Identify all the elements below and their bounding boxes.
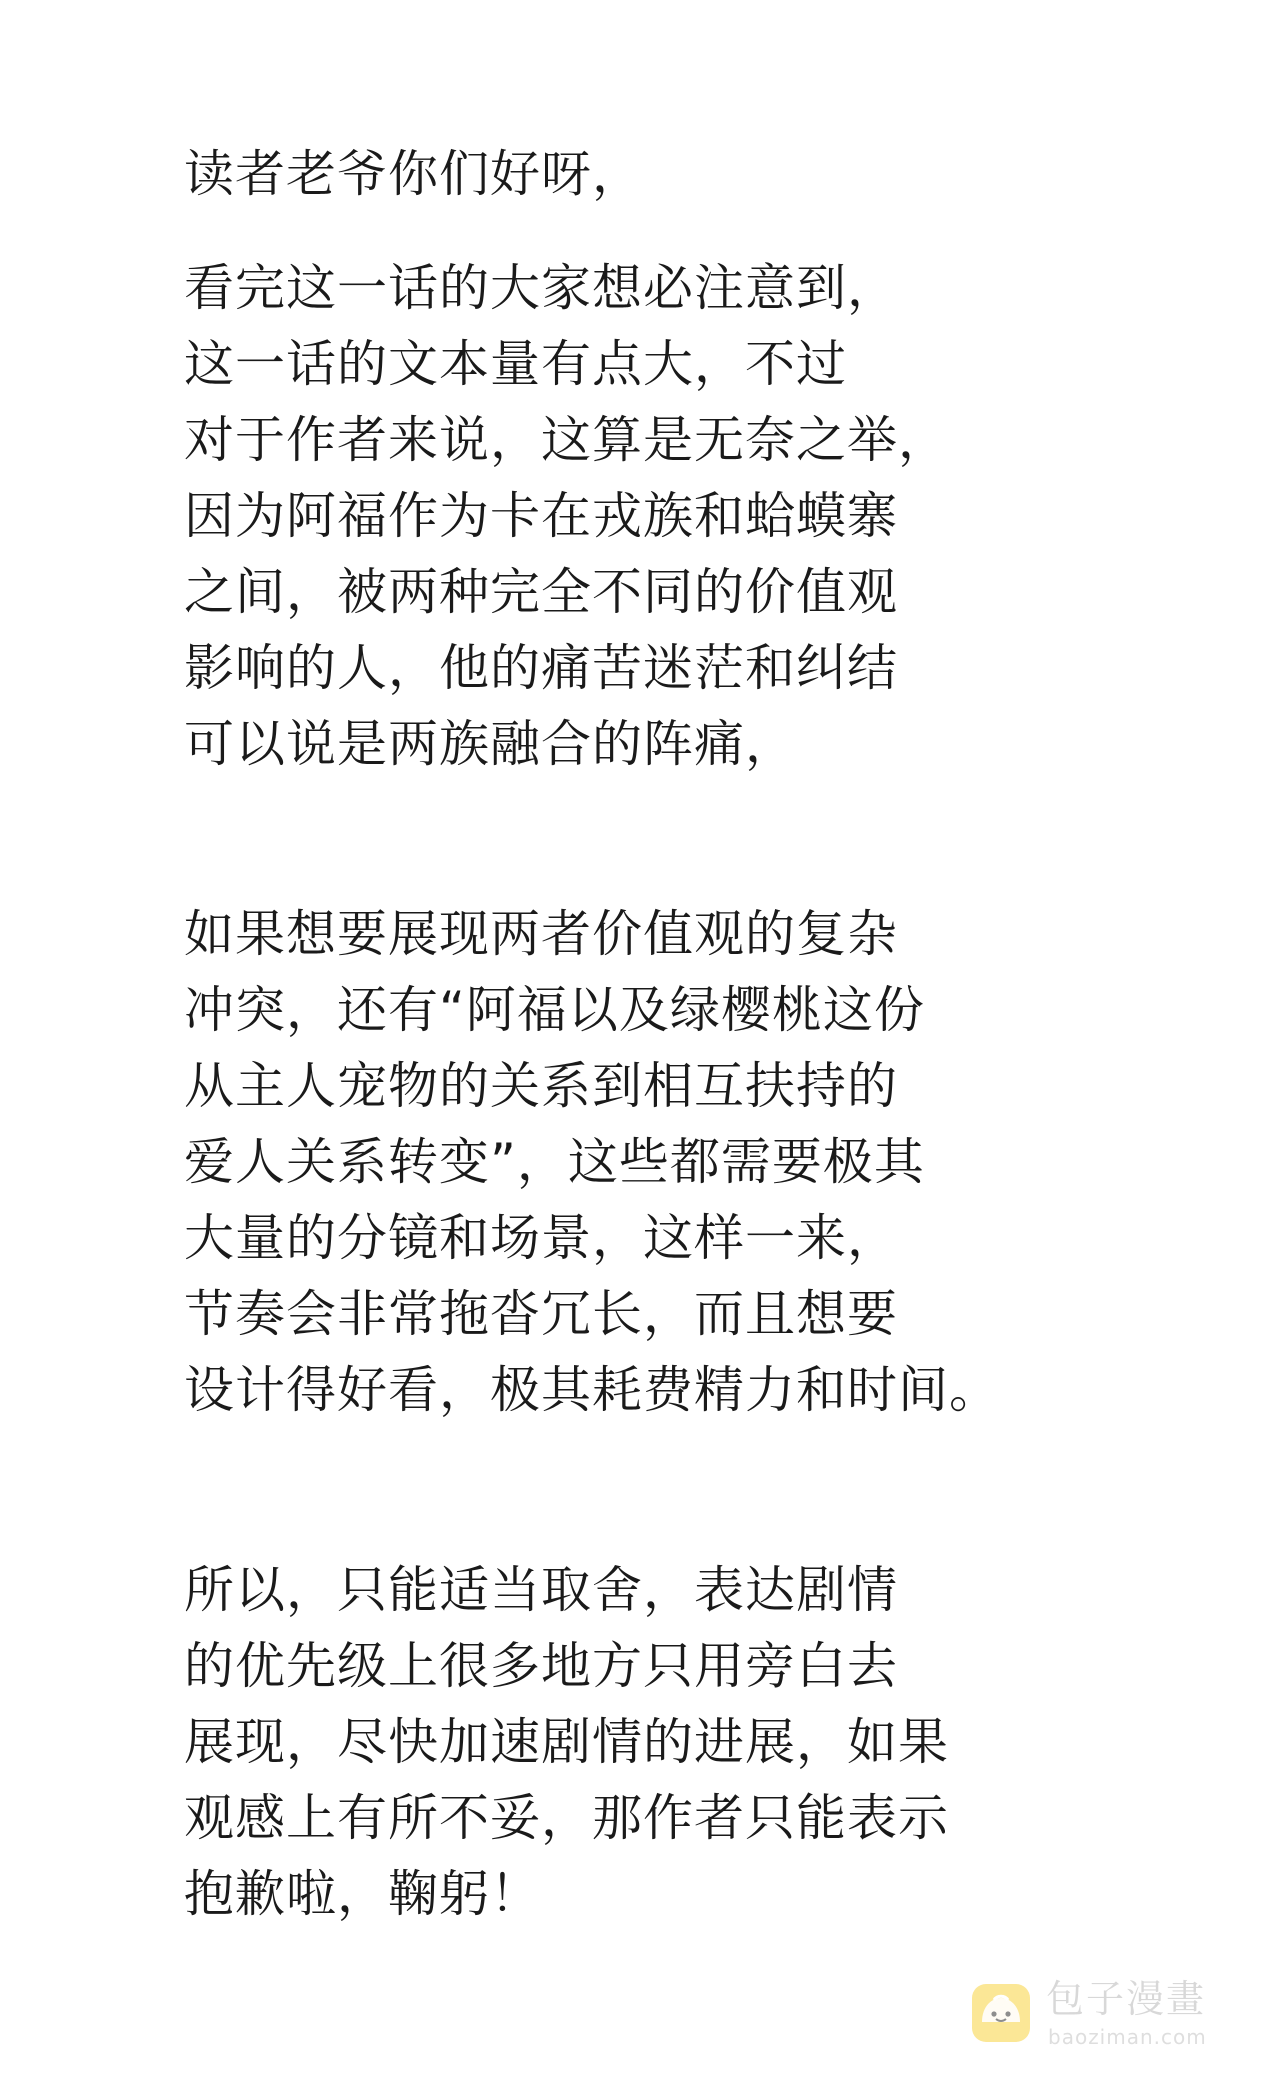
text-line: 展现，尽快加速剧情的进展，如果 (184, 1713, 949, 1771)
text-line: 观感上有所不妥，那作者只能表示 (184, 1789, 949, 1847)
watermark-title: 包子漫畫 (1046, 1977, 1207, 2021)
text-line: 看完这一话的大家想必注意到， (184, 259, 898, 317)
text-line: 冲突，还有“阿福以及绿樱桃这份 (184, 981, 925, 1039)
text-line: 设计得好看，极其耗费精力和时间。 (184, 1361, 1000, 1419)
text-line: 从主人宠物的关系到相互扶持的 (184, 1057, 898, 1115)
text-line: 对于作者来说，这算是无奈之举， (184, 411, 949, 469)
text-line: 爱人关系转变”，这些都需要极其 (184, 1133, 925, 1191)
text-line: 之间，被两种完全不同的价值观 (184, 563, 898, 621)
text-line: 读者老爷你们好呀， (184, 145, 643, 203)
text-line: 这一话的文本量有点大，不过 (184, 335, 847, 393)
text-line: 大量的分镜和场景，这样一来， (184, 1209, 898, 1267)
text-line: 可以说是两族融合的阵痛， (184, 715, 796, 773)
text-line: 因为阿福作为卡在戎族和蛤蟆寨 (184, 487, 898, 545)
watermark (962, 1968, 1262, 2068)
watermark-url: baoziman.com (1048, 2025, 1207, 2049)
text-line: 抱歉啦，鞠躬！ (184, 1865, 541, 1923)
bun-face-icon (970, 1982, 1032, 2044)
text-line: 所以，只能适当取舍，表达剧情 (184, 1561, 898, 1619)
text-line: 节奏会非常拖沓冗长，而且想要 (184, 1285, 898, 1343)
text-line: 如果想要展现两者价值观的复杂 (184, 905, 898, 963)
text-line: 的优先级上很多地方只用旁白去 (184, 1637, 898, 1695)
text-line: 影响的人，他的痛苦迷茫和纠结 (184, 639, 898, 697)
